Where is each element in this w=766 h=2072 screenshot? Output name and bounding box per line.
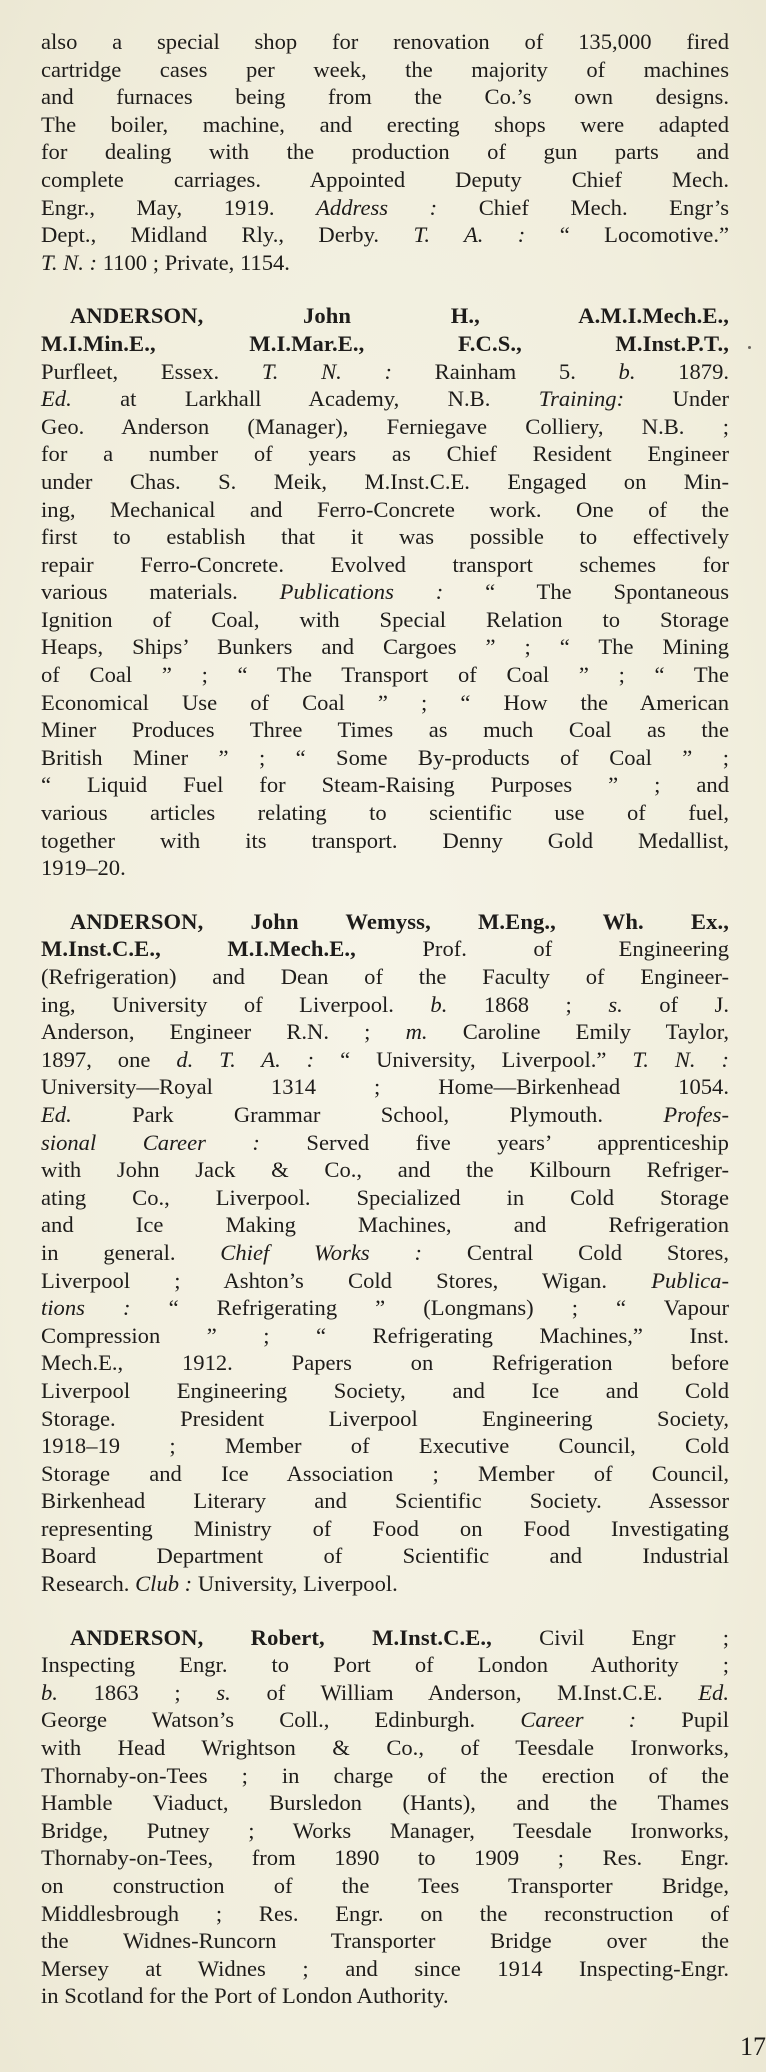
text-line xyxy=(41,578,729,606)
text-segment: Prof. of Engineering xyxy=(355,936,730,962)
text-line xyxy=(41,744,729,772)
text-segment: for dealing with the production of gun parts and xyxy=(41,139,729,165)
field-label-italic: Training: xyxy=(538,386,625,412)
text-segment: Under xyxy=(624,386,729,412)
text-line xyxy=(41,1900,729,1928)
text-segment: ing, University of Liverpool. xyxy=(41,991,431,1017)
text-segment: for a number of years as Chief Resident Engineer xyxy=(41,441,729,467)
text-line xyxy=(41,1294,729,1322)
text-segment: “ The Spontaneous xyxy=(443,579,730,605)
text-line xyxy=(41,1487,729,1515)
text-line xyxy=(41,56,729,84)
text-line xyxy=(41,413,729,441)
field-label-italic: Club : xyxy=(135,1571,193,1597)
entry-heading-line xyxy=(41,302,729,330)
continuation-paragraph xyxy=(41,28,729,276)
field-label-italic: Ed. xyxy=(41,1101,72,1127)
text-line xyxy=(41,523,729,551)
text-segment: Engr., May, 1919. xyxy=(41,194,317,220)
text-segment: 1918–19 ; Member of Executive Council, Cold xyxy=(41,1433,729,1459)
text-line xyxy=(41,1405,729,1433)
biography-entry xyxy=(41,1624,729,2010)
text-segment: ing, Mechanical and Ferro-Concrete work. One of the xyxy=(41,496,729,522)
text-line xyxy=(41,1706,729,1734)
text-segment: under Chas. S. Meik, M.Inst.C.E. Engaged on Min- xyxy=(41,468,729,494)
field-label-italic: b. xyxy=(618,358,636,384)
text-line xyxy=(41,1129,729,1157)
text-segment: George Watson’s Coll., Edinburgh. xyxy=(41,1707,521,1733)
field-label-italic: Career : xyxy=(520,1707,637,1733)
margin-mark xyxy=(748,346,751,349)
text-line xyxy=(41,1211,729,1239)
text-segment: Research. xyxy=(41,1571,136,1597)
text-segment: 1100 ; Private, 1154. xyxy=(97,249,290,275)
field-label-italic: d. xyxy=(176,1046,194,1072)
text-segment: Caroline Emily Taylor, xyxy=(427,1019,730,1045)
text-line xyxy=(41,1046,729,1074)
text-segment: Economical Use of Coal ” ; “ How the American xyxy=(41,689,729,715)
text-line xyxy=(41,1679,729,1707)
text-segment: Ignition of Coal, with Special Relation to Storage xyxy=(41,606,729,632)
text-segment: on construction of the Tees Transporter Bridge, xyxy=(41,1873,729,1898)
document-page xyxy=(41,28,729,2010)
text-segment: Board Department of Scientific and Industrial xyxy=(41,1543,729,1569)
field-label-italic: b. xyxy=(41,1679,58,1705)
text-segment: Central Cold Stores, xyxy=(422,1239,729,1265)
text-segment: also a special shop for renovation of 135,000 fired xyxy=(41,29,729,54)
text-line xyxy=(41,1377,729,1405)
text-line xyxy=(41,111,729,139)
text-line xyxy=(41,1872,729,1900)
text-segment: of Coal ” ; “ The Transport of Coal ” ; “ The xyxy=(41,662,729,688)
text-segment: Pupil xyxy=(636,1707,730,1733)
text-line xyxy=(41,991,729,1019)
text-segment: “ University, Liverpool.” xyxy=(314,1046,633,1072)
field-label-italic: b. xyxy=(430,991,448,1017)
text-segment: Inspecting Engr. to Port of London Authority ; xyxy=(41,1652,729,1678)
text-segment: in general. xyxy=(41,1239,221,1265)
field-label-italic: T. A. : xyxy=(219,1046,315,1072)
field-label-italic: T. N. : xyxy=(261,358,392,384)
text-segment: of J. xyxy=(622,991,730,1017)
text-segment: 1897, one xyxy=(41,1046,177,1072)
text-segment: Thornaby-on-Tees, from 1890 to 1909 ; Res. Engr. xyxy=(41,1845,729,1871)
text-line xyxy=(41,194,729,222)
text-segment: (Refrigeration) and Dean of the Faculty of Engineer- xyxy=(41,964,729,989)
text-line xyxy=(41,28,729,56)
entry-heading-line xyxy=(41,908,729,936)
text-line xyxy=(41,221,729,249)
text-segment: Anderson, Engineer R.N. ; xyxy=(41,1019,406,1045)
text-segment: cartridge cases per week, the majority of machines xyxy=(41,56,729,82)
text-segment: “ Liquid Fuel for Steam-Raising Purposes ” ; and xyxy=(41,772,729,798)
text-line xyxy=(41,1651,729,1679)
text-segment: Storage. President Liverpool Engineering Society, xyxy=(41,1405,729,1431)
text-line xyxy=(41,633,729,661)
text-line xyxy=(41,1570,729,1598)
text-segment: Rainham 5. xyxy=(392,358,619,384)
text-segment: “ Locomotive.” xyxy=(525,222,729,248)
field-label-italic: s. xyxy=(608,991,623,1017)
text-segment: 1868 ; xyxy=(447,991,609,1017)
text-segment: “ Refrigerating ” (Longmans) ; “ Vapour xyxy=(130,1295,729,1321)
field-label-italic: tions : xyxy=(41,1295,131,1321)
text-segment: University—Royal 1314 ; Home—Birkenhead 1054. xyxy=(41,1074,729,1100)
text-segment: at Larkhall Academy, N.B. xyxy=(71,386,539,412)
text-line xyxy=(41,1101,729,1129)
text-line xyxy=(41,1018,729,1046)
text-segment: Thornaby-on-Tees ; in charge of the erection of the xyxy=(41,1762,729,1788)
text-line xyxy=(41,1955,729,1983)
text-line xyxy=(41,1817,729,1845)
text-line xyxy=(41,689,729,717)
text-line xyxy=(41,385,729,413)
text-segment: the Widnes-Runcorn Transporter Bridge over the xyxy=(41,1928,729,1954)
text-line xyxy=(41,963,729,991)
text-segment: with Head Wrightson & Co., of Teesdale Ironworks, xyxy=(41,1735,729,1761)
text-segment: in Scotland for the Port of London Authority. xyxy=(41,1983,449,2009)
text-line xyxy=(41,1982,729,2010)
text-segment: Dept., Midland Rly., Derby. xyxy=(41,222,414,248)
text-line xyxy=(41,827,729,855)
text-segment: Park Grammar School, Plymouth. xyxy=(71,1101,664,1127)
text-line xyxy=(41,1734,729,1762)
text-line xyxy=(41,330,729,358)
text-segment: with John Jack & Co., and the Kilbourn Refriger- xyxy=(41,1157,729,1183)
text-line xyxy=(41,496,729,524)
text-line xyxy=(41,661,729,689)
biographical-entries xyxy=(41,302,729,2010)
text-segment: various articles relating to scientific use of fuel, xyxy=(41,800,729,826)
text-segment: repair Ferro-Concrete. Evolved transport schemes for xyxy=(41,551,729,577)
text-line xyxy=(41,1267,729,1295)
text-line xyxy=(41,138,729,166)
field-label-italic: T. N. : xyxy=(41,249,98,275)
text-line xyxy=(41,1349,729,1377)
text-segment: ating Co., Liverpool. Specialized in Cold Storage xyxy=(41,1184,729,1210)
biography-entry xyxy=(41,908,729,1598)
text-segment: Purfleet, Essex. xyxy=(41,358,262,384)
page-number: 17 xyxy=(740,2032,766,2061)
text-line xyxy=(41,1432,729,1460)
text-segment: Storage and Ice Association ; Member of Council, xyxy=(41,1460,729,1486)
text-line xyxy=(41,249,729,277)
text-line xyxy=(41,440,729,468)
text-line xyxy=(41,166,729,194)
text-line xyxy=(41,854,729,882)
text-line xyxy=(41,606,729,634)
text-segment xyxy=(193,1047,219,1072)
field-label-italic: Publica- xyxy=(651,1267,729,1293)
text-line xyxy=(41,1844,729,1872)
text-segment: Civil Engr ; xyxy=(491,1624,730,1650)
text-segment: Birkenhead Literary and Scientific Society. Assessor xyxy=(41,1488,729,1514)
text-line xyxy=(41,1184,729,1212)
entry-name-bold: ANDERSON, John Wemyss, M.Eng., Wh. Ex., xyxy=(70,908,729,934)
entry-name-bold: ANDERSON, Robert, M.Inst.C.E., xyxy=(70,1624,492,1650)
text-line xyxy=(41,551,729,579)
text-segment: The boiler, machine, and erecting shops were adapted xyxy=(41,111,729,137)
field-label-italic: Chief Works : xyxy=(220,1239,423,1265)
text-line xyxy=(41,771,729,799)
text-line xyxy=(41,1073,729,1101)
text-segment: first to establish that it was possible to effectively xyxy=(41,524,729,550)
field-label-italic: s. xyxy=(216,1679,231,1705)
entry-name-bold: M.Inst.C.E., M.I.Mech.E., xyxy=(41,936,356,962)
text-segment: of William Anderson, M.Inst.C.E. xyxy=(230,1679,699,1705)
text-segment: Liverpool ; Ashton’s Cold Stores, Wigan. xyxy=(41,1267,652,1293)
text-line xyxy=(41,1927,729,1955)
text-segment: Mech.E., 1912. Papers on Refrigeration before xyxy=(41,1350,729,1376)
field-label-italic: Publications : xyxy=(279,579,444,605)
field-label-italic: Ed. xyxy=(41,386,72,412)
text-segment: 1919–20. xyxy=(41,855,126,881)
field-label-italic: T. A. : xyxy=(413,222,526,248)
text-line xyxy=(41,1789,729,1817)
text-line xyxy=(41,1762,729,1790)
text-line xyxy=(41,468,729,496)
text-segment: Miner Produces Three Times as much Coal as the xyxy=(41,717,729,743)
text-segment: 1863 ; xyxy=(57,1679,217,1705)
text-segment: Chief Mech. Engr’s xyxy=(437,194,729,220)
text-segment: together with its transport. Denny Gold Medallist, xyxy=(41,827,729,853)
text-line xyxy=(41,1460,729,1488)
text-segment: and furnaces being from the Co.’s own designs. xyxy=(41,84,729,110)
text-line xyxy=(41,1542,729,1570)
text-line xyxy=(41,1515,729,1543)
text-segment: Geo. Anderson (Manager), Ferniegave Colliery, N.B. ; xyxy=(41,413,729,439)
text-segment: Mersey at Widnes ; and since 1914 Inspecting-Engr. xyxy=(41,1955,729,1981)
text-line xyxy=(41,1156,729,1184)
text-segment: various materials. xyxy=(41,579,280,605)
text-segment: Served five years’ apprenticeship xyxy=(259,1129,729,1155)
text-segment: Liverpool Engineering Society, and Ice and Cold xyxy=(41,1377,729,1403)
text-line xyxy=(41,935,729,963)
text-segment: University, Liverpool. xyxy=(192,1571,398,1597)
text-line xyxy=(41,358,729,386)
text-line xyxy=(41,1322,729,1350)
text-segment: 1879. xyxy=(635,358,730,384)
text-segment: Compression ” ; “ Refrigerating Machines,” Inst. xyxy=(41,1322,729,1348)
text-segment: and Ice Making Machines, and Refrigeration xyxy=(41,1212,729,1238)
text-segment: complete carriages. Appointed Deputy Chief Mech. xyxy=(41,166,729,192)
text-line xyxy=(41,83,729,111)
text-line xyxy=(41,799,729,827)
field-label-italic: Ed. xyxy=(698,1679,729,1705)
biography-entry xyxy=(41,302,729,881)
field-label-italic: T. N. : xyxy=(632,1046,729,1072)
text-segment: Heaps, Ships’ Bunkers and Cargoes ” ; “ The Mining xyxy=(41,634,729,660)
entry-name-bold: ANDERSON, John H., A.M.I.Mech.E., xyxy=(70,303,729,329)
text-line xyxy=(41,1239,729,1267)
entry-name-bold: M.I.Min.E., M.I.Mar.E., F.C.S., M.Inst.P.T., xyxy=(41,330,729,356)
text-segment: Hamble Viaduct, Bursledon (Hants), and the Thames xyxy=(41,1790,729,1816)
text-segment: British Miner ” ; “ Some By-products of Coal ” ; xyxy=(41,744,729,770)
entry-heading-line xyxy=(41,1624,729,1652)
field-label-italic: m. xyxy=(405,1019,428,1045)
field-label-italic: sional Career : xyxy=(41,1129,260,1155)
field-label-italic: Profes- xyxy=(663,1101,729,1127)
text-segment: representing Ministry of Food on Food Investigating xyxy=(41,1515,729,1541)
field-label-italic: Address : xyxy=(316,194,438,220)
text-segment: Middlesbrough ; Res. Engr. on the reconstruction of xyxy=(41,1900,729,1926)
text-segment: Bridge, Putney ; Works Manager, Teesdale Ironworks, xyxy=(41,1817,729,1843)
text-line xyxy=(41,716,729,744)
